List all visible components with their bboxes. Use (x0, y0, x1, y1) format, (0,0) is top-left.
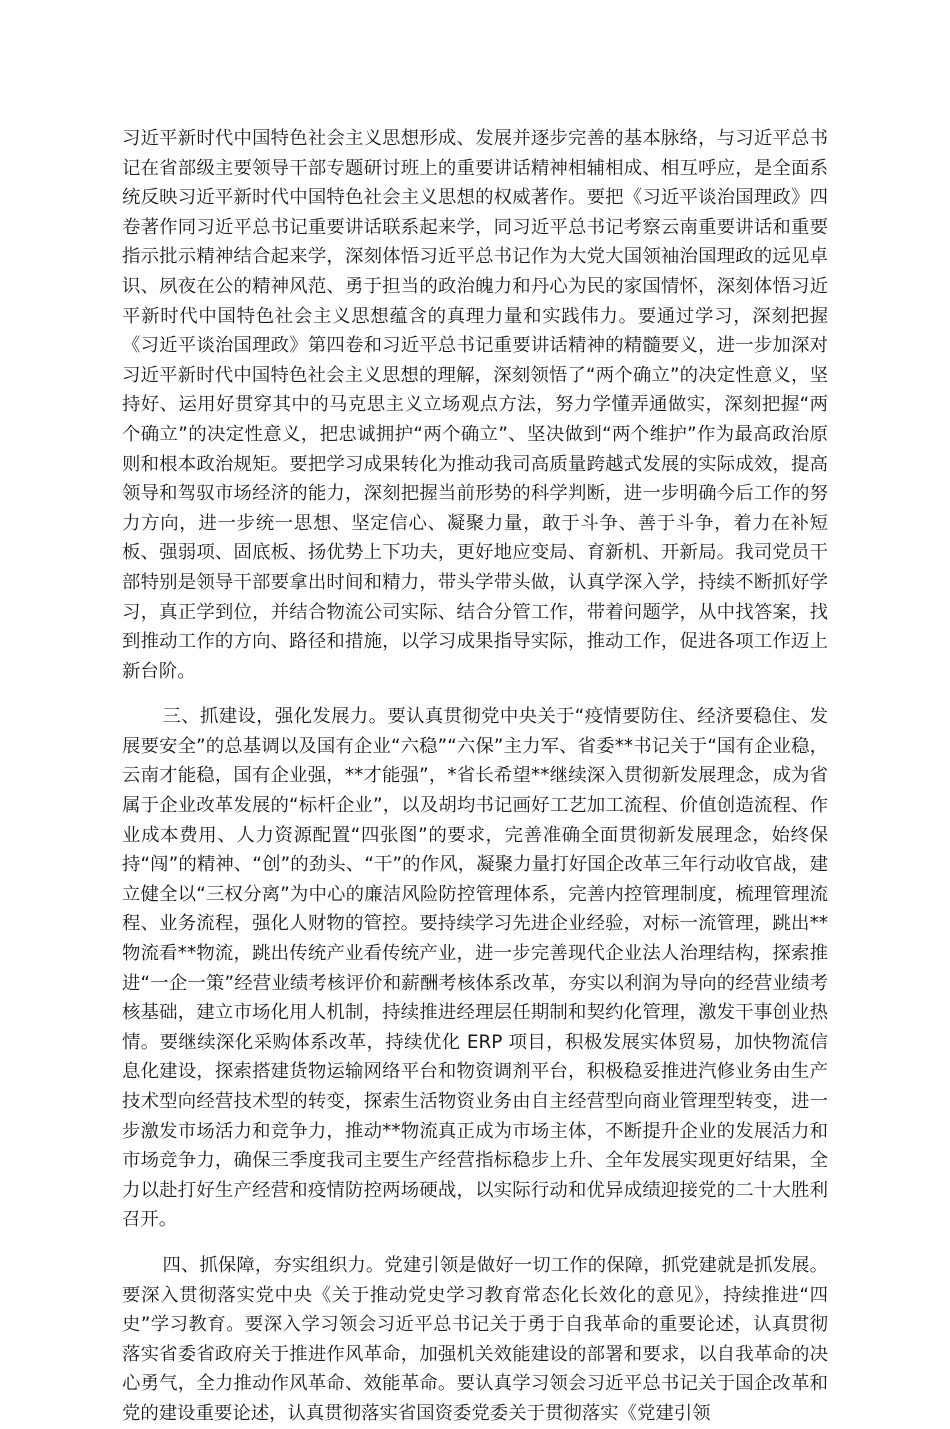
paragraph-1: 习近平新时代中国特色社会主义思想形成、发展并逐步完善的基本脉络，与习近平总书记在省部级主要领导干部专题研讨班上的重要讲话精神相辅相成、相互呼应，是全面系统反映习近平新时代中国特色社会主义思想的权威著作。要把《习近平谈治国理政》四卷著作同习近平总书记重要讲话联系起来学，同习近平总书记考察云南重要讲话和重要指示批示精神结合起来学，深刻体悟习近平总书记作为大党大国领袖治国理政的远见卓识、夙夜在公的精神风范、勇于担当的政治魄力和丹心为民的家国情怀，深刻体悟习近平新时代中国特色社会主义思想蕴含的真理力量和实践伟力。要通过学习，深刻把握《习近平谈治国理政》第四卷和习近平总书记重要讲话精神的精髓要义，进一步加深对习近平新时代中国特色社会主义思想的理解，深刻领悟了“两个确立”的决定性意义，坚持好、运用好贯穿其中的马克思主义立场观点方法，努力学懂弄通做实，深刻把握“两个确立”的决定性意义，把忠诚拥护“两个确立”、坚决做到“两个维护”作为最高政治原则和根本政治规矩。要把学习成果转化为推动我司高质量跨越式发展的实际成效，提高领导和驾驭市场经济的能力，深刻把握当前形势的科学判断，进一步明确今后工作的努力方向，进一步统一思想、坚定信心、凝聚力量，敢于斗争、善于斗争，着力在补短板、强弱项、固底板、扬优势上下功夫，更好地应变局、育新机、开新局。我司党员干部特别是领导干部要拿出时间和精力，带头学带头做，认真学深入学，持续不断抓好学习，真正学到位，并结合物流公司实际、结合分管工作，带着问题学，从中找答案，找到推动工作的方向、路径和措施，以学习成果指导实际，推动工作，促进各项工作迈上新台阶。 (122, 128, 828, 682)
paragraph-section-four: 四、抓保障，夯实组织力。党建引领是做好一切工作的保障，抓党建就是抓发展。要深入贯彻落实党中央《关于推动党史学习教育常态化长效化的意见》，持续推进“四史”学习教育。要深入学习领会习近平总书记关于勇于自我革命的重要论述，认真贯彻落实省委省政府关于推进作风革命，加强机关效能建设的部署和要求，以自我革命的决心勇气，全力推动作风革命、效能革命。要认真学习领会习近平总书记关于国企改革和党的建设重要论述，认真贯彻落实省国资委党委关于贯彻落实《党建引领 (122, 1254, 828, 1424)
paragraph-section-three: 三、抓建设，强化发展力。要认真贯彻党中央关于“疫情要防住、经济要稳住、发展要安全”的总基调以及国有企业“六稳”“六保”主力军、省委**书记关于“国有企业稳，云南才能稳，国有企业强，**才能强”，*省长希望**继续深入贯彻新发展理念，成为省属于企业改革发展的“标杆企业”，以及胡均书记画好工艺加工流程、价值创造流程、作业成本费用、人力资源配置“四张图”的要求，完善准确全面贯彻新发展理念，始终保持“闯”的精神、“创”的劲头、“干”的作风，凝聚力量打好国企改革三年行动收官战，建立健全以“三权分离”为中心的廉洁风险防控管理体系，完善内控管理制度，梳理管理流程、业务流程，强化人财物的管控。要持续学习先进企业经验，对标一流管理，跳出**物流看**物流，跳出传统产业看传统产业，进一步完善现代企业法人治理结构，探索推进“一企一策”经营业绩考核评价和薪酬考核体系改革，夯实以利润为导向的经营业绩考核基础，建立市场化用人机制，持续推进经理层任期制和契约化管理，激发干事创业热情。要继续深化采购体系改革，持续优化 ERP 项目，积极发展实体贸易，加快物流信息化建设，探索搭建货物运输网络平台和物资调剂平台，积极稳妥推进汽修业务由生产技术型向经营技术型的转变，探索生活物资业务由自主经营型向商业管理型转变，进一步激发市场活力和竞争力，推动**物流真正成为市场主体，不断提升企业的发展活力和市场竞争力，确保三季度我司主要生产经营指标稳步上升、全年发展实现更好结果，全力以赴打好生产经营和疫情防控两场硬战，以实际行动和优异成绩迎接党的二十大胜利召开。 (122, 706, 828, 1231)
document-page (122, 124, 828, 1429)
